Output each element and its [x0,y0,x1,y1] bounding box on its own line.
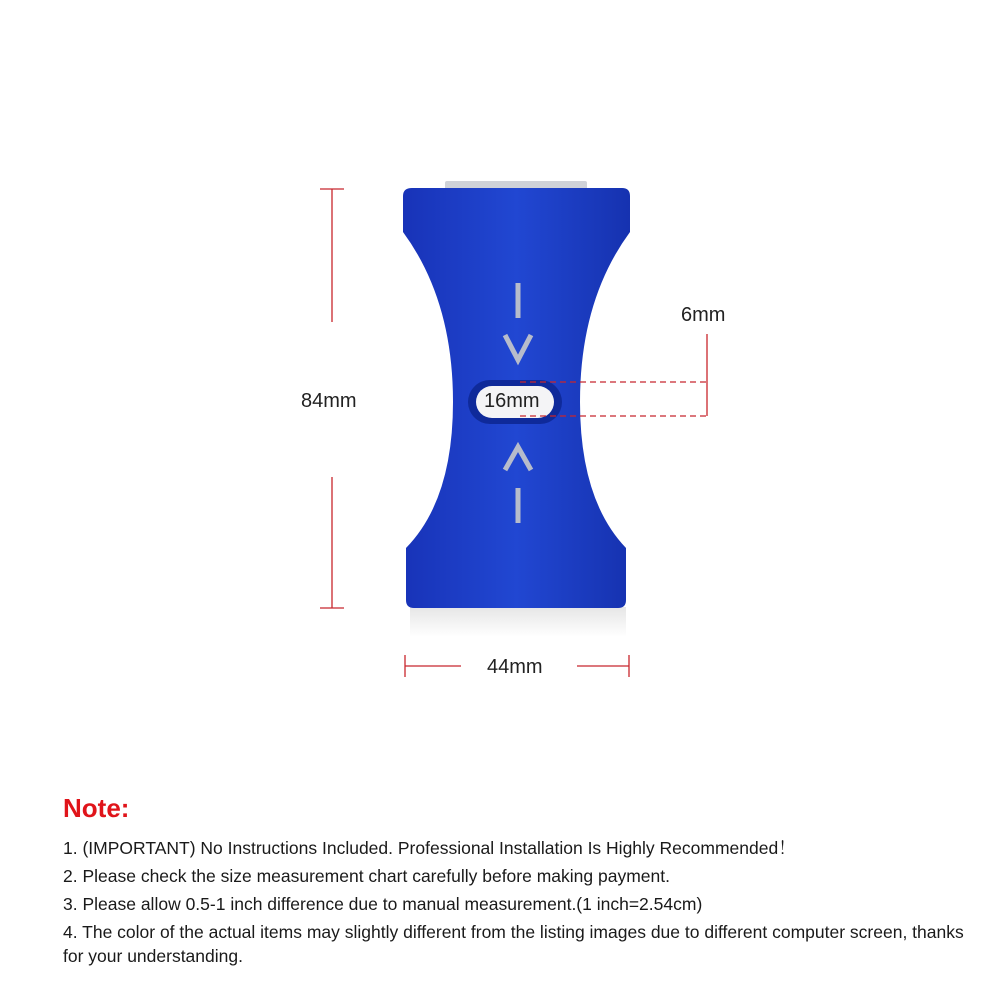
width-label: 44mm [487,656,543,678]
note-title: Note: [63,793,130,823]
slot-depth-label: 6mm [681,304,726,326]
note-line-2: 2. Please check the size measurement chart carefully before making payment. [63,866,670,886]
reflection [410,607,626,637]
note-line-3: 3. Please allow 0.5-1 inch difference due to manual measurement.(1 inch=2.54cm) [63,894,703,914]
note-section [63,792,973,972]
note-line-4: 4. The color of the actual items may slightly different from the listing images due to different computer screen, thanks for your understanding. [63,922,964,966]
slot-length-label: 16mm [484,390,540,412]
note-line-1: 1. (IMPORTANT) No Instructions Included. Professional Installation Is Highly Recommended！ [63,838,796,858]
height-label: 84mm [301,390,357,412]
